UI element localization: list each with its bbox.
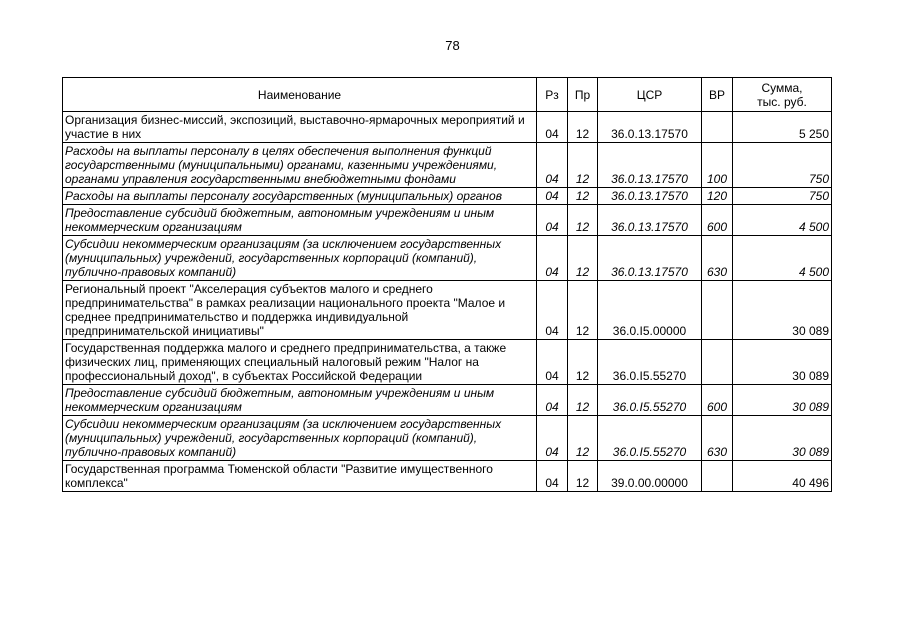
cell-vr	[702, 112, 733, 143]
cell-vr: 600	[702, 205, 733, 236]
cell-pr: 12	[568, 236, 598, 281]
cell-vr	[702, 461, 733, 492]
cell-vr: 600	[702, 385, 733, 416]
cell-csr: 36.0.I5.55270	[598, 416, 702, 461]
table-row	[63, 112, 832, 143]
cell-pr: 12	[568, 281, 598, 340]
cell-sum: 5 250	[733, 112, 832, 143]
cell-pr: 12	[568, 205, 598, 236]
cell-sum: 750	[733, 188, 832, 205]
cell-pr: 12	[568, 416, 598, 461]
table-row	[63, 461, 832, 492]
cell-csr: 36.0.13.17570	[598, 143, 702, 188]
cell-rz: 04	[537, 143, 568, 188]
cell-sum: 4 500	[733, 205, 832, 236]
cell-sum: 4 500	[733, 236, 832, 281]
cell-csr: 36.0.13.17570	[598, 236, 702, 281]
cell-rz: 04	[537, 416, 568, 461]
header-name: Наименование	[63, 78, 537, 112]
table-row	[63, 385, 832, 416]
cell-name: Организация бизнес-миссий, экспозиций, выставочно-ярмарочных мероприятий и участие в них	[63, 112, 537, 143]
cell-vr: 630	[702, 416, 733, 461]
cell-name: Субсидии некоммерческим организациям (за исключением государственных (муниципальных) учреждений, государственных корпораций (компаний), публично-правовых компаний)	[63, 416, 537, 461]
cell-sum: 30 089	[733, 416, 832, 461]
cell-pr: 12	[568, 188, 598, 205]
header-vr: ВР	[702, 78, 733, 112]
header-rz: Рз	[537, 78, 568, 112]
cell-name: Предоставление субсидий бюджетным, автономным учреждениям и иным некоммерческим организациям	[63, 385, 537, 416]
cell-csr: 39.0.00.00000	[598, 461, 702, 492]
table-row	[63, 143, 832, 188]
page-number: 78	[445, 38, 460, 53]
cell-vr: 120	[702, 188, 733, 205]
table-body	[63, 112, 832, 492]
table-row	[63, 205, 832, 236]
cell-csr: 36.0.I5.00000	[598, 281, 702, 340]
cell-name: Субсидии некоммерческим организациям (за исключением государственных (муниципальных) учреждений, государственных корпораций (компаний), публично-правовых компаний)	[63, 236, 537, 281]
header-csr: ЦСР	[598, 78, 702, 112]
cell-sum: 750	[733, 143, 832, 188]
table-row	[63, 340, 832, 385]
cell-rz: 04	[537, 340, 568, 385]
cell-rz: 04	[537, 236, 568, 281]
cell-pr: 12	[568, 385, 598, 416]
cell-vr	[702, 281, 733, 340]
cell-name: Расходы на выплаты персоналу государственных (муниципальных) органов	[63, 188, 537, 205]
cell-rz: 04	[537, 112, 568, 143]
cell-sum: 40 496	[733, 461, 832, 492]
cell-name: Региональный проект "Акселерация субъектов малого и среднего предпринимательства" в рамках реализации национального проекта "Малое и среднее предпринимательство и поддержка индивидуальной предпринимательской инициативы"	[63, 281, 537, 340]
cell-csr: 36.0.13.17570	[598, 112, 702, 143]
cell-sum: 30 089	[733, 281, 832, 340]
cell-pr: 12	[568, 112, 598, 143]
cell-csr: 36.0.I5.55270	[598, 340, 702, 385]
cell-name: Государственная поддержка малого и среднего предпринимательства, а также физических лиц, применяющих специальный налоговый режим "Налог на профессиональный доход", в субъектах Российской Федерации	[63, 340, 537, 385]
cell-pr: 12	[568, 461, 598, 492]
cell-rz: 04	[537, 205, 568, 236]
header-sum: Сумма, тыс. руб.	[733, 78, 832, 112]
cell-csr: 36.0.13.17570	[598, 188, 702, 205]
table-header-row	[63, 78, 832, 112]
cell-rz: 04	[537, 188, 568, 205]
cell-rz: 04	[537, 385, 568, 416]
table-row	[63, 236, 832, 281]
cell-pr: 12	[568, 143, 598, 188]
cell-vr: 100	[702, 143, 733, 188]
cell-name: Расходы на выплаты персоналу в целях обеспечения выполнения функций государственными (муниципальными) органами, казенными учреждениями, органами управления государственными внебюджетными фондами	[63, 143, 537, 188]
budget-table	[62, 77, 832, 492]
cell-csr: 36.0.13.17570	[598, 205, 702, 236]
cell-vr	[702, 340, 733, 385]
header-pr: Пр	[568, 78, 598, 112]
cell-name: Государственная программа Тюменской области "Развитие имущественного комплекса"	[63, 461, 537, 492]
cell-name: Предоставление субсидий бюджетным, автономным учреждениям и иным некоммерческим организациям	[63, 205, 537, 236]
cell-pr: 12	[568, 340, 598, 385]
cell-rz: 04	[537, 461, 568, 492]
cell-sum: 30 089	[733, 385, 832, 416]
cell-sum: 30 089	[733, 340, 832, 385]
cell-vr: 630	[702, 236, 733, 281]
table-row	[63, 188, 832, 205]
table-row	[63, 281, 832, 340]
table-row	[63, 416, 832, 461]
cell-rz: 04	[537, 281, 568, 340]
cell-csr: 36.0.I5.55270	[598, 385, 702, 416]
